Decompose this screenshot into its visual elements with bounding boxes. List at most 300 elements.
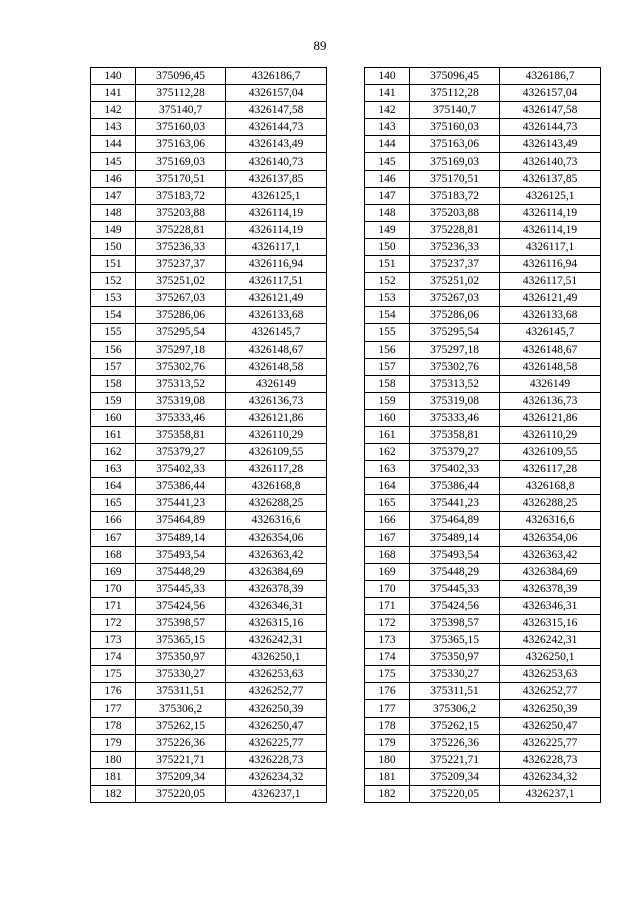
y-coordinate-cell: 4326114,19 xyxy=(500,204,601,221)
point-number-cell: 157 xyxy=(91,358,136,375)
table-row xyxy=(91,666,327,683)
y-coordinate-cell: 4326136,73 xyxy=(226,392,327,409)
x-coordinate-cell: 375226,36 xyxy=(136,734,226,751)
x-coordinate-cell: 375140,7 xyxy=(410,102,500,119)
y-coordinate-cell: 4326250,47 xyxy=(500,717,601,734)
table-row xyxy=(365,324,601,341)
y-coordinate-cell: 4326363,42 xyxy=(500,546,601,563)
point-number-cell: 174 xyxy=(365,649,410,666)
coordinates-table-left xyxy=(90,67,327,803)
x-coordinate-cell: 375220,05 xyxy=(410,785,500,802)
x-coordinate-cell: 375330,27 xyxy=(136,666,226,683)
y-coordinate-cell: 4326110,29 xyxy=(226,426,327,443)
point-number-cell: 155 xyxy=(91,324,136,341)
y-coordinate-cell: 4326116,94 xyxy=(226,256,327,273)
point-number-cell: 172 xyxy=(365,615,410,632)
y-coordinate-cell: 4326237,1 xyxy=(226,785,327,802)
table-row xyxy=(91,358,327,375)
x-coordinate-cell: 375112,28 xyxy=(136,85,226,102)
point-number-cell: 179 xyxy=(91,734,136,751)
point-number-cell: 144 xyxy=(365,136,410,153)
x-coordinate-cell: 375365,15 xyxy=(136,632,226,649)
table-row xyxy=(365,683,601,700)
y-coordinate-cell: 4326225,77 xyxy=(226,734,327,751)
y-coordinate-cell: 4326117,51 xyxy=(500,273,601,290)
x-coordinate-cell: 375295,54 xyxy=(136,324,226,341)
x-coordinate-cell: 375169,03 xyxy=(136,153,226,170)
table-row xyxy=(365,666,601,683)
table-row xyxy=(91,444,327,461)
y-coordinate-cell: 4326315,16 xyxy=(500,615,601,632)
table-row xyxy=(91,529,327,546)
point-number-cell: 153 xyxy=(365,290,410,307)
x-coordinate-cell: 375424,56 xyxy=(410,597,500,614)
x-coordinate-cell: 375448,29 xyxy=(136,563,226,580)
coordinates-table-right-body xyxy=(365,68,601,803)
y-coordinate-cell: 4326133,68 xyxy=(226,307,327,324)
point-number-cell: 148 xyxy=(365,204,410,221)
point-number-cell: 148 xyxy=(91,204,136,221)
point-number-cell: 154 xyxy=(91,307,136,324)
y-coordinate-cell: 4326250,39 xyxy=(500,700,601,717)
table-row xyxy=(91,768,327,785)
point-number-cell: 178 xyxy=(91,717,136,734)
x-coordinate-cell: 375379,27 xyxy=(410,444,500,461)
table-row xyxy=(91,495,327,512)
table-row xyxy=(91,426,327,443)
x-coordinate-cell: 375350,97 xyxy=(410,649,500,666)
table-row xyxy=(365,700,601,717)
x-coordinate-cell: 375262,15 xyxy=(136,717,226,734)
y-coordinate-cell: 4326116,94 xyxy=(500,256,601,273)
y-coordinate-cell: 4326144,73 xyxy=(226,119,327,136)
y-coordinate-cell: 4326114,19 xyxy=(500,221,601,238)
y-coordinate-cell: 4326157,04 xyxy=(500,85,601,102)
y-coordinate-cell: 4326316,6 xyxy=(500,512,601,529)
y-coordinate-cell: 4326143,49 xyxy=(500,136,601,153)
table-row xyxy=(91,632,327,649)
table-row xyxy=(365,307,601,324)
point-number-cell: 177 xyxy=(365,700,410,717)
x-coordinate-cell: 375379,27 xyxy=(136,444,226,461)
x-coordinate-cell: 375306,2 xyxy=(136,700,226,717)
x-coordinate-cell: 375333,46 xyxy=(410,409,500,426)
y-coordinate-cell: 4326121,49 xyxy=(226,290,327,307)
point-number-cell: 169 xyxy=(91,563,136,580)
table-row xyxy=(91,68,327,85)
table-row xyxy=(91,256,327,273)
y-coordinate-cell: 4326288,25 xyxy=(500,495,601,512)
table-row xyxy=(365,256,601,273)
x-coordinate-cell: 375096,45 xyxy=(136,68,226,85)
table-row xyxy=(365,102,601,119)
y-coordinate-cell: 4326145,7 xyxy=(500,324,601,341)
table-row xyxy=(365,187,601,204)
x-coordinate-cell: 375160,03 xyxy=(136,119,226,136)
table-row xyxy=(365,717,601,734)
x-coordinate-cell: 375286,06 xyxy=(410,307,500,324)
point-number-cell: 174 xyxy=(91,649,136,666)
point-number-cell: 164 xyxy=(91,478,136,495)
x-coordinate-cell: 375358,81 xyxy=(136,426,226,443)
y-coordinate-cell: 4326148,67 xyxy=(500,341,601,358)
x-coordinate-cell: 375398,57 xyxy=(410,615,500,632)
x-coordinate-cell: 375112,28 xyxy=(410,85,500,102)
y-coordinate-cell: 4326354,06 xyxy=(226,529,327,546)
y-coordinate-cell: 4326242,31 xyxy=(226,632,327,649)
table-row xyxy=(91,375,327,392)
point-number-cell: 172 xyxy=(91,615,136,632)
point-number-cell: 178 xyxy=(365,717,410,734)
table-row xyxy=(91,597,327,614)
table-row xyxy=(91,221,327,238)
x-coordinate-cell: 375319,08 xyxy=(136,392,226,409)
table-row xyxy=(365,136,601,153)
x-coordinate-cell: 375251,02 xyxy=(136,273,226,290)
x-coordinate-cell: 375236,33 xyxy=(136,238,226,255)
point-number-cell: 182 xyxy=(91,785,136,802)
table-row xyxy=(91,580,327,597)
table-row xyxy=(91,324,327,341)
point-number-cell: 155 xyxy=(365,324,410,341)
table-row xyxy=(91,409,327,426)
y-coordinate-cell: 4326125,1 xyxy=(500,187,601,204)
y-coordinate-cell: 4326114,19 xyxy=(226,221,327,238)
x-coordinate-cell: 375267,03 xyxy=(136,290,226,307)
x-coordinate-cell: 375398,57 xyxy=(136,615,226,632)
y-coordinate-cell: 4326117,1 xyxy=(226,238,327,255)
x-coordinate-cell: 375350,97 xyxy=(136,649,226,666)
table-row xyxy=(91,204,327,221)
y-coordinate-cell: 4326117,1 xyxy=(500,238,601,255)
x-coordinate-cell: 375445,33 xyxy=(410,580,500,597)
point-number-cell: 142 xyxy=(91,102,136,119)
x-coordinate-cell: 375237,37 xyxy=(136,256,226,273)
y-coordinate-cell: 4326148,58 xyxy=(226,358,327,375)
x-coordinate-cell: 375402,33 xyxy=(136,461,226,478)
x-coordinate-cell: 375169,03 xyxy=(410,153,500,170)
point-number-cell: 145 xyxy=(91,153,136,170)
table-row xyxy=(365,341,601,358)
table-row xyxy=(365,785,601,802)
x-coordinate-cell: 375221,71 xyxy=(136,751,226,768)
table-row xyxy=(91,136,327,153)
point-number-cell: 156 xyxy=(91,341,136,358)
table-row xyxy=(365,529,601,546)
y-coordinate-cell: 4326316,6 xyxy=(226,512,327,529)
x-coordinate-cell: 375493,54 xyxy=(136,546,226,563)
point-number-cell: 146 xyxy=(91,170,136,187)
y-coordinate-cell: 4326168,8 xyxy=(226,478,327,495)
table-row xyxy=(365,409,601,426)
y-coordinate-cell: 4326253,63 xyxy=(500,666,601,683)
table-row xyxy=(365,358,601,375)
x-coordinate-cell: 375297,18 xyxy=(410,341,500,358)
point-number-cell: 170 xyxy=(365,580,410,597)
x-coordinate-cell: 375365,15 xyxy=(410,632,500,649)
x-coordinate-cell: 375489,14 xyxy=(410,529,500,546)
table-row xyxy=(365,478,601,495)
x-coordinate-cell: 375209,34 xyxy=(410,768,500,785)
point-number-cell: 180 xyxy=(91,751,136,768)
y-coordinate-cell: 4326346,31 xyxy=(500,597,601,614)
point-number-cell: 173 xyxy=(365,632,410,649)
y-coordinate-cell: 4326148,67 xyxy=(226,341,327,358)
point-number-cell: 144 xyxy=(91,136,136,153)
y-coordinate-cell: 4326157,04 xyxy=(226,85,327,102)
table-row xyxy=(91,512,327,529)
y-coordinate-cell: 4326234,32 xyxy=(500,768,601,785)
point-number-cell: 150 xyxy=(365,238,410,255)
table-row xyxy=(91,751,327,768)
point-number-cell: 177 xyxy=(91,700,136,717)
point-number-cell: 166 xyxy=(91,512,136,529)
x-coordinate-cell: 375464,89 xyxy=(410,512,500,529)
x-coordinate-cell: 375170,51 xyxy=(410,170,500,187)
x-coordinate-cell: 375096,45 xyxy=(410,68,500,85)
y-coordinate-cell: 4326288,25 xyxy=(226,495,327,512)
point-number-cell: 153 xyxy=(91,290,136,307)
table-row xyxy=(91,85,327,102)
x-coordinate-cell: 375228,81 xyxy=(410,221,500,238)
y-coordinate-cell: 4326136,73 xyxy=(500,392,601,409)
table-row xyxy=(365,290,601,307)
y-coordinate-cell: 4326109,55 xyxy=(226,444,327,461)
y-coordinate-cell: 4326148,58 xyxy=(500,358,601,375)
page-number: 89 xyxy=(313,38,327,53)
point-number-cell: 141 xyxy=(91,85,136,102)
point-number-cell: 151 xyxy=(91,256,136,273)
point-number-cell: 140 xyxy=(91,68,136,85)
x-coordinate-cell: 375358,81 xyxy=(410,426,500,443)
table-row xyxy=(91,461,327,478)
point-number-cell: 175 xyxy=(365,666,410,683)
y-coordinate-cell: 4326149 xyxy=(500,375,601,392)
table-row xyxy=(91,119,327,136)
table-row xyxy=(91,102,327,119)
table-row xyxy=(365,392,601,409)
point-number-cell: 142 xyxy=(365,102,410,119)
x-coordinate-cell: 375464,89 xyxy=(136,512,226,529)
x-coordinate-cell: 375424,56 xyxy=(136,597,226,614)
x-coordinate-cell: 375209,34 xyxy=(136,768,226,785)
table-row xyxy=(365,649,601,666)
x-coordinate-cell: 375170,51 xyxy=(136,170,226,187)
x-coordinate-cell: 375386,44 xyxy=(410,478,500,495)
x-coordinate-cell: 375493,54 xyxy=(410,546,500,563)
x-coordinate-cell: 375160,03 xyxy=(410,119,500,136)
y-coordinate-cell: 4326117,28 xyxy=(500,461,601,478)
point-number-cell: 159 xyxy=(91,392,136,409)
table-row xyxy=(365,615,601,632)
y-coordinate-cell: 4326125,1 xyxy=(226,187,327,204)
y-coordinate-cell: 4326250,47 xyxy=(226,717,327,734)
table-row xyxy=(91,187,327,204)
table-row xyxy=(365,273,601,290)
point-number-cell: 161 xyxy=(91,426,136,443)
y-coordinate-cell: 4326137,85 xyxy=(500,170,601,187)
point-number-cell: 173 xyxy=(91,632,136,649)
point-number-cell: 163 xyxy=(91,461,136,478)
table-row xyxy=(365,426,601,443)
y-coordinate-cell: 4326346,31 xyxy=(226,597,327,614)
x-coordinate-cell: 375267,03 xyxy=(410,290,500,307)
y-coordinate-cell: 4326250,1 xyxy=(500,649,601,666)
point-number-cell: 154 xyxy=(365,307,410,324)
x-coordinate-cell: 375319,08 xyxy=(410,392,500,409)
y-coordinate-cell: 4326186,7 xyxy=(500,68,601,85)
point-number-cell: 158 xyxy=(365,375,410,392)
y-coordinate-cell: 4326149 xyxy=(226,375,327,392)
table-row xyxy=(91,734,327,751)
point-number-cell: 141 xyxy=(365,85,410,102)
x-coordinate-cell: 375237,37 xyxy=(410,256,500,273)
point-number-cell: 167 xyxy=(365,529,410,546)
y-coordinate-cell: 4326228,73 xyxy=(500,751,601,768)
x-coordinate-cell: 375163,06 xyxy=(136,136,226,153)
point-number-cell: 158 xyxy=(91,375,136,392)
x-coordinate-cell: 375402,33 xyxy=(410,461,500,478)
x-coordinate-cell: 375297,18 xyxy=(136,341,226,358)
x-coordinate-cell: 375203,88 xyxy=(410,204,500,221)
table-row xyxy=(91,615,327,632)
y-coordinate-cell: 4326363,42 xyxy=(226,546,327,563)
point-number-cell: 167 xyxy=(91,529,136,546)
table-row xyxy=(365,563,601,580)
table-row xyxy=(91,785,327,802)
x-coordinate-cell: 375140,7 xyxy=(136,102,226,119)
x-coordinate-cell: 375313,52 xyxy=(136,375,226,392)
point-number-cell: 165 xyxy=(91,495,136,512)
x-coordinate-cell: 375441,23 xyxy=(410,495,500,512)
table-row xyxy=(365,461,601,478)
x-coordinate-cell: 375163,06 xyxy=(410,136,500,153)
point-number-cell: 146 xyxy=(365,170,410,187)
y-coordinate-cell: 4326242,31 xyxy=(500,632,601,649)
table-row xyxy=(91,153,327,170)
y-coordinate-cell: 4326144,73 xyxy=(500,119,601,136)
x-coordinate-cell: 375448,29 xyxy=(410,563,500,580)
table-row xyxy=(91,649,327,666)
x-coordinate-cell: 375183,72 xyxy=(410,187,500,204)
x-coordinate-cell: 375228,81 xyxy=(136,221,226,238)
point-number-cell: 175 xyxy=(91,666,136,683)
point-number-cell: 160 xyxy=(91,409,136,426)
x-coordinate-cell: 375262,15 xyxy=(410,717,500,734)
x-coordinate-cell: 375313,52 xyxy=(410,375,500,392)
table-row xyxy=(91,683,327,700)
table-row xyxy=(91,170,327,187)
table-row xyxy=(91,238,327,255)
table-row xyxy=(91,341,327,358)
table-row xyxy=(91,307,327,324)
x-coordinate-cell: 375489,14 xyxy=(136,529,226,546)
y-coordinate-cell: 4326225,77 xyxy=(500,734,601,751)
x-coordinate-cell: 375302,76 xyxy=(136,358,226,375)
y-coordinate-cell: 4326228,73 xyxy=(226,751,327,768)
y-coordinate-cell: 4326145,7 xyxy=(226,324,327,341)
point-number-cell: 151 xyxy=(365,256,410,273)
point-number-cell: 147 xyxy=(365,187,410,204)
point-number-cell: 164 xyxy=(365,478,410,495)
table-row xyxy=(91,290,327,307)
y-coordinate-cell: 4326133,68 xyxy=(500,307,601,324)
y-coordinate-cell: 4326315,16 xyxy=(226,615,327,632)
point-number-cell: 162 xyxy=(91,444,136,461)
point-number-cell: 169 xyxy=(365,563,410,580)
y-coordinate-cell: 4326109,55 xyxy=(500,444,601,461)
y-coordinate-cell: 4326354,06 xyxy=(500,529,601,546)
point-number-cell: 145 xyxy=(365,153,410,170)
point-number-cell: 143 xyxy=(365,119,410,136)
table-row xyxy=(91,546,327,563)
x-coordinate-cell: 375311,51 xyxy=(136,683,226,700)
y-coordinate-cell: 4326140,73 xyxy=(226,153,327,170)
y-coordinate-cell: 4326121,49 xyxy=(500,290,601,307)
point-number-cell: 165 xyxy=(365,495,410,512)
y-coordinate-cell: 4326186,7 xyxy=(226,68,327,85)
y-coordinate-cell: 4326114,19 xyxy=(226,204,327,221)
y-coordinate-cell: 4326147,58 xyxy=(226,102,327,119)
x-coordinate-cell: 375183,72 xyxy=(136,187,226,204)
y-coordinate-cell: 4326378,39 xyxy=(500,580,601,597)
point-number-cell: 181 xyxy=(365,768,410,785)
x-coordinate-cell: 375302,76 xyxy=(410,358,500,375)
table-row xyxy=(365,751,601,768)
point-number-cell: 182 xyxy=(365,785,410,802)
point-number-cell: 176 xyxy=(91,683,136,700)
table-row xyxy=(91,700,327,717)
y-coordinate-cell: 4326168,8 xyxy=(500,478,601,495)
x-coordinate-cell: 375445,33 xyxy=(136,580,226,597)
y-coordinate-cell: 4326250,1 xyxy=(226,649,327,666)
point-number-cell: 156 xyxy=(365,341,410,358)
y-coordinate-cell: 4326250,39 xyxy=(226,700,327,717)
x-coordinate-cell: 375286,06 xyxy=(136,307,226,324)
x-coordinate-cell: 375251,02 xyxy=(410,273,500,290)
table-row xyxy=(365,580,601,597)
point-number-cell: 171 xyxy=(365,597,410,614)
x-coordinate-cell: 375386,44 xyxy=(136,478,226,495)
y-coordinate-cell: 4326237,1 xyxy=(500,785,601,802)
point-number-cell: 170 xyxy=(91,580,136,597)
x-coordinate-cell: 375221,71 xyxy=(410,751,500,768)
point-number-cell: 168 xyxy=(91,546,136,563)
table-row xyxy=(91,478,327,495)
x-coordinate-cell: 375236,33 xyxy=(410,238,500,255)
y-coordinate-cell: 4326117,28 xyxy=(226,461,327,478)
table-row xyxy=(365,546,601,563)
x-coordinate-cell: 375311,51 xyxy=(410,683,500,700)
table-row xyxy=(91,563,327,580)
y-coordinate-cell: 4326147,58 xyxy=(500,102,601,119)
table-row xyxy=(365,221,601,238)
point-number-cell: 166 xyxy=(365,512,410,529)
y-coordinate-cell: 4326234,32 xyxy=(226,768,327,785)
y-coordinate-cell: 4326110,29 xyxy=(500,426,601,443)
y-coordinate-cell: 4326252,77 xyxy=(226,683,327,700)
coordinates-table-left-body xyxy=(91,68,327,803)
coordinates-table-right xyxy=(364,67,601,803)
y-coordinate-cell: 4326384,69 xyxy=(500,563,601,580)
table-row xyxy=(365,444,601,461)
table-row xyxy=(91,273,327,290)
point-number-cell: 181 xyxy=(91,768,136,785)
x-coordinate-cell: 375330,27 xyxy=(410,666,500,683)
table-row xyxy=(365,153,601,170)
point-number-cell: 171 xyxy=(91,597,136,614)
point-number-cell: 152 xyxy=(365,273,410,290)
